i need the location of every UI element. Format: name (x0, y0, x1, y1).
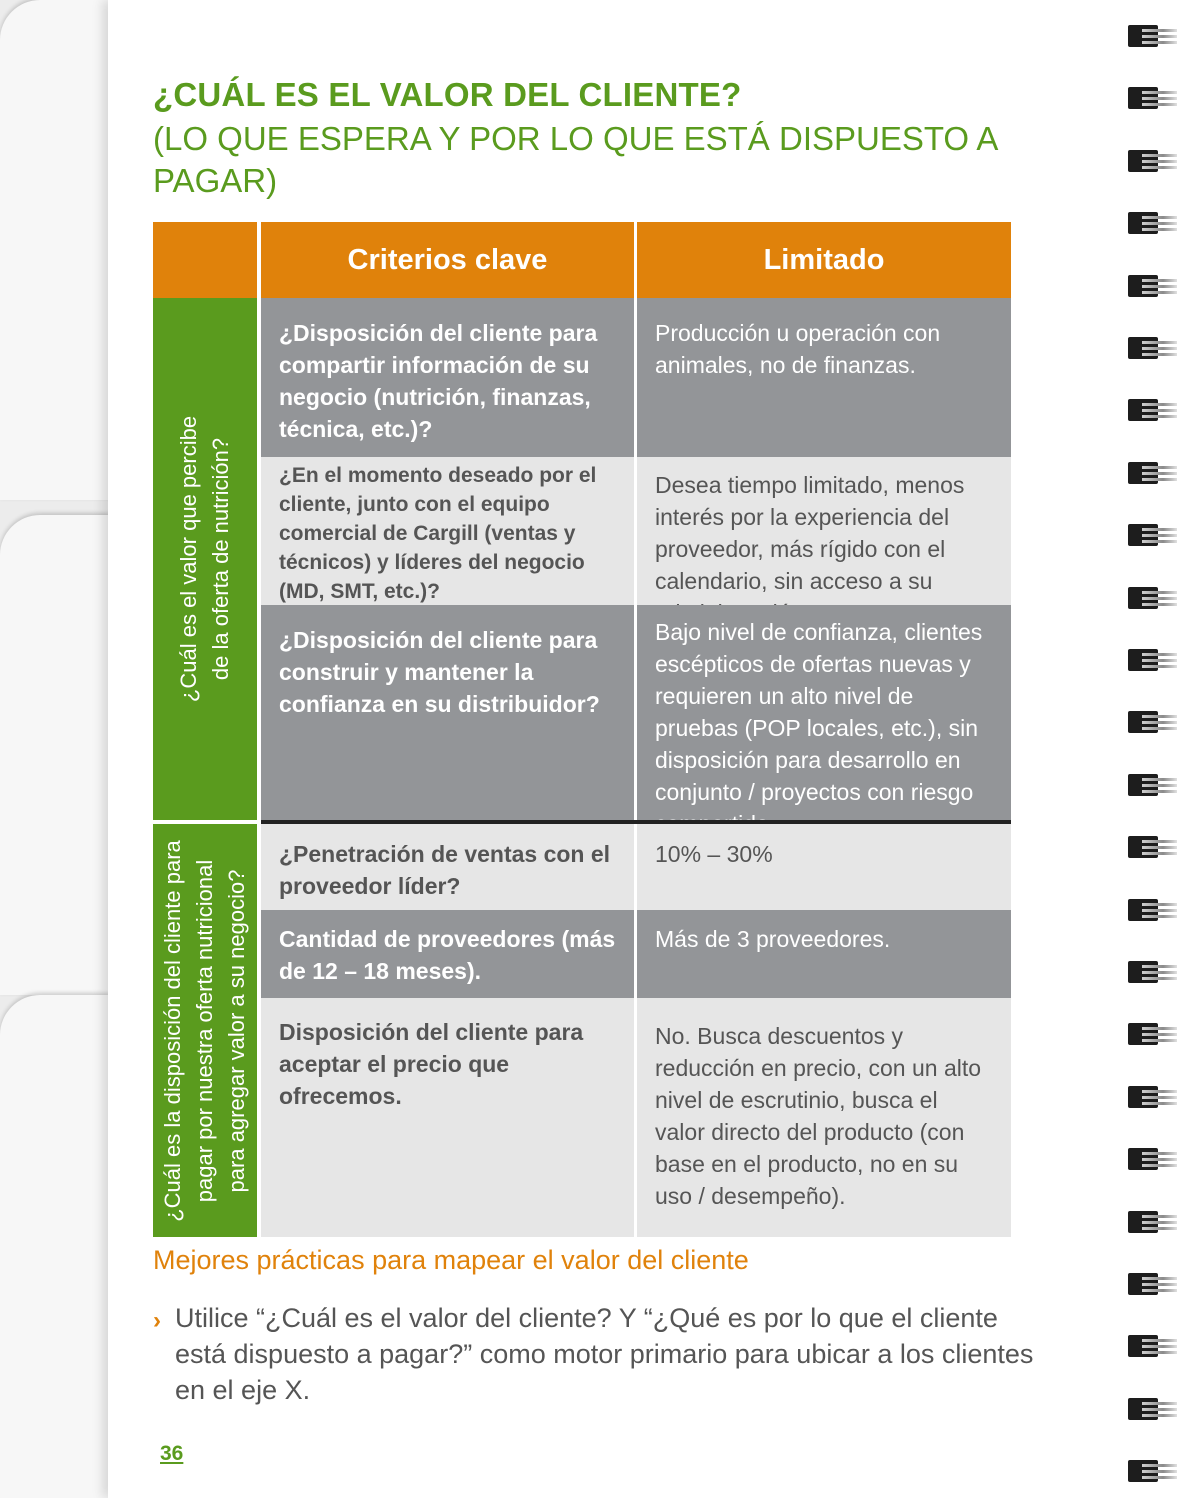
spiral-ring (1128, 523, 1177, 547)
spiral-ring (1128, 274, 1177, 298)
spiral-ring (1128, 1272, 1177, 1296)
spiral-ring (1128, 1397, 1177, 1421)
spiral-ring (1128, 336, 1177, 360)
table-row-criterion: Cantidad de proveedores (más de 12 – 18 meses). (261, 910, 634, 998)
spiral-ring (1128, 24, 1177, 48)
best-practices-title: Mejores prácticas para mapear el valor del cliente (153, 1245, 749, 1275)
bullet-chevron-icon: › (153, 1307, 161, 1334)
table-row-limited: Producción u operación con animales, no de finanzas. (637, 298, 1011, 457)
section-label-perceived-value (153, 298, 257, 820)
spiral-ring (1128, 773, 1177, 797)
tab-edge (0, 995, 110, 1498)
page-tabs (0, 0, 120, 1498)
spiral-ring (1128, 835, 1177, 859)
spiral-ring (1128, 960, 1177, 984)
table-row-criterion: ¿Penetración de ventas con el proveedor líder? (261, 824, 634, 910)
spiral-ring (1128, 149, 1177, 173)
table-row-limited: No. Busca descuentos y reducción en precio, con un alto nivel de escrutinio, busca el valor directo del producto (con base en el producto, no en su uso / desempeño). (637, 998, 1011, 1237)
spiral-ring (1128, 398, 1177, 422)
table-row-criterion: ¿Disposición del cliente para compartir información de su negocio (nutrición, finanzas, técnica, etc.)? (261, 298, 634, 457)
table-row-limited: Más de 3 proveedores. (637, 910, 1011, 998)
page-title: ¿CUÁL ES EL VALOR DEL CLIENTE? (153, 76, 742, 113)
table-row-criterion: ¿Disposición del cliente para construir y mantener la confianza en su distribuidor? (261, 605, 634, 820)
header-blank (153, 222, 257, 298)
header-limited: Limitado (637, 222, 1011, 298)
spiral-ring (1128, 211, 1177, 235)
spiral-ring (1128, 1022, 1177, 1046)
table-row-limited: Bajo nivel de confianza, clientes escépticos de ofertas nuevas y requieren un alto nivel de pruebas (POP locales, etc.), sin disposición para desarrollo en conjunto / proyectos con riesgo (637, 605, 1011, 820)
table-row-limited: 10% – 30% (637, 824, 1011, 910)
spiral-ring (1128, 461, 1177, 485)
spiral-ring (1128, 898, 1177, 922)
table-row-limited: Desea tiempo limitado, menos interés por la experiencia del proveedor, más rígido con el calendario, sin acceso a su (637, 457, 1011, 605)
spiral-binding (1124, 0, 1177, 1498)
spiral-ring (1128, 86, 1177, 110)
section-label-text: ¿Cuál es la disposición del cliente para pagar por nuestra oferta nutricional para agregar valor a su negocio? (160, 839, 249, 1222)
spiral-ring (1128, 648, 1177, 672)
spiral-ring (1128, 1210, 1177, 1234)
value-table (153, 222, 1011, 1237)
page-subtitle: (LO QUE ESPERA Y POR LO QUE ESTÁ DISPUESTO A PAGAR) (153, 120, 997, 199)
table-row-criterion: ¿En el momento deseado por el cliente, junto con el equipo comercial de Cargill (ventas y técnicos) y líderes del negocio (MD, SMT, etc.)? (261, 457, 634, 605)
tab-edge (0, 515, 110, 995)
best-practice-bullet: › Utilice “¿Cuál es el valor del cliente? Y “¿Qué es por lo que el cliente está dispuesto a pagar?” como motor primario para ubicar a los clientes en el eje X. (153, 1303, 1034, 1405)
spiral-ring (1128, 1147, 1177, 1171)
page-number: 36 (160, 1442, 184, 1465)
spiral-ring (1128, 1334, 1177, 1358)
header-criteria: Criterios clave (261, 222, 634, 298)
spiral-ring (1128, 710, 1177, 734)
spiral-ring (1128, 1459, 1177, 1483)
table-row-criterion: Disposición del cliente para aceptar el precio que ofrecemos. (261, 998, 634, 1237)
spiral-ring (1128, 1085, 1177, 1109)
tab-edge (0, 0, 110, 500)
spiral-ring (1128, 586, 1177, 610)
section-label-text: ¿Cuál es el valor que percibe de la oferta de nutrición? (176, 415, 233, 703)
section-label-willingness-to-pay (153, 824, 257, 1237)
